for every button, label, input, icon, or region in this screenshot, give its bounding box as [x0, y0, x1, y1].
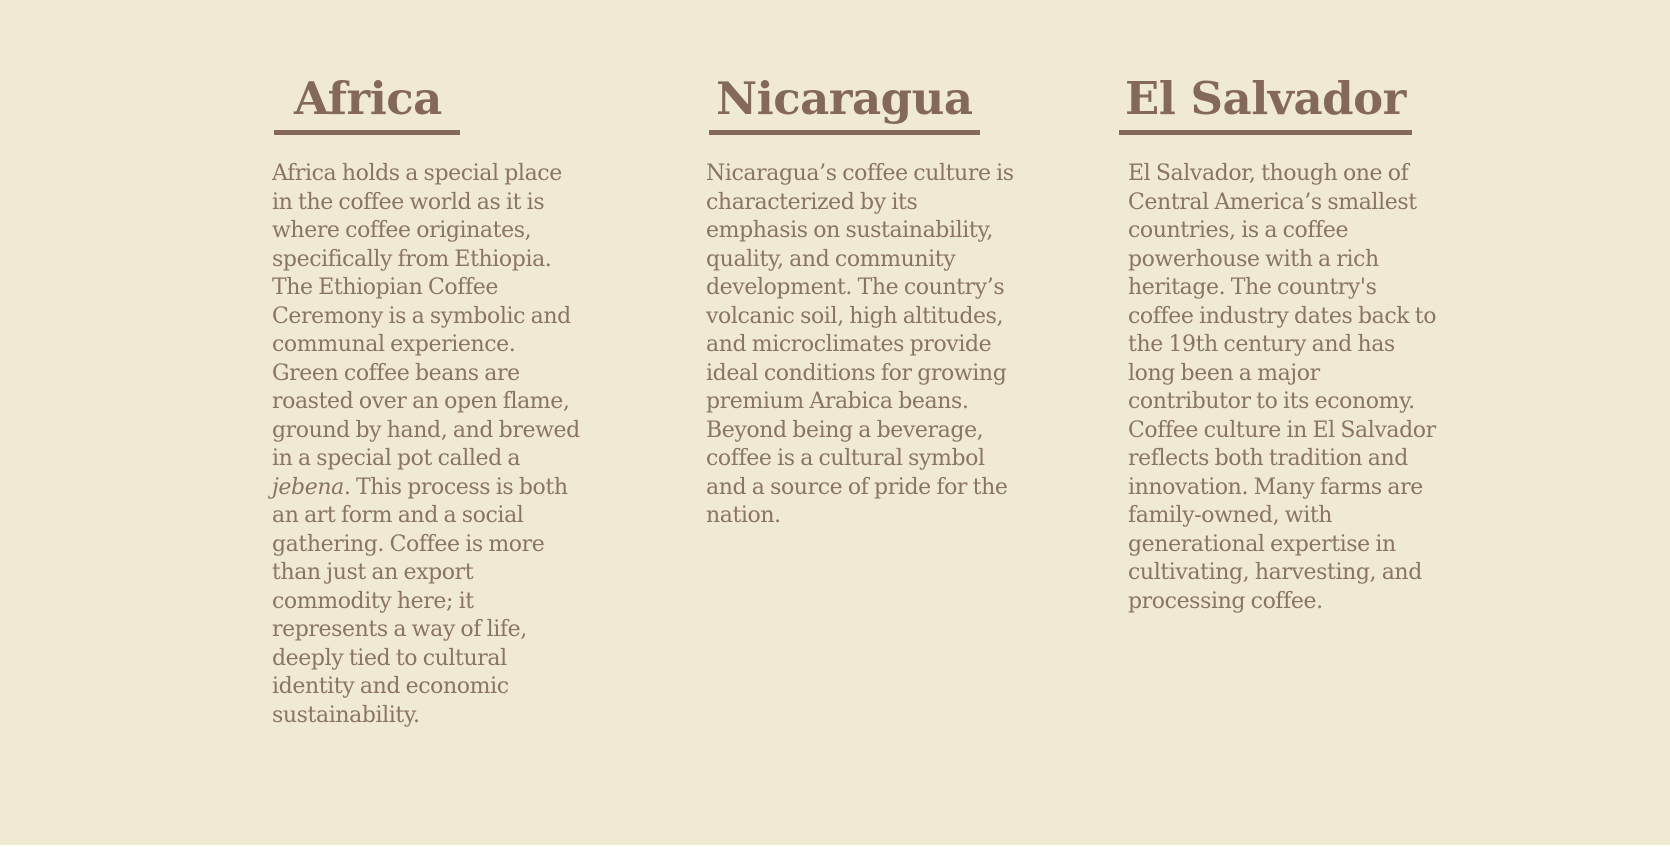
- section-text-africa-emphasis: jebena: [272, 474, 344, 500]
- section-text-africa-part-1: Africa holds a special place in the coffee world as it is where coffee originates, specifically from Ethiopia. The Ethiopian Coffee Ceremony is a symbolic and communal experience. Green coffee beans are roasted over an open flame, ground by hand, and brewed in a special pot called a: [272, 161, 580, 471]
- section-nicaragua: [706, 68, 1018, 553]
- section-text-el-salvador: El Salvador, though one of Central America’s smallest countries, is a coffee powerhouse with a rich heritage. The country's coffee industry dates back to the 19th century and has long been a major contributor to its economy. Coffee culture in El Salvador reflects both tradition and innovation. Many farms are family-owned, with generational expertise in cultivating, harvesting, and processing coffee.: [1128, 161, 1437, 614]
- section-title-el-salvador: El Salvador: [1119, 68, 1412, 135]
- section-text-africa-part-2: . This process is both an art form and a social gathering. Coffee is more than just an export commodity here; it represents a way of life, deeply tied to cultural identity and economic sustainability.: [272, 474, 568, 728]
- section-title-nicaragua: Nicaragua: [709, 68, 980, 135]
- section-title-africa: Africa: [274, 68, 460, 135]
- section-text-africa: [272, 160, 584, 730]
- section-el-salvador: [1125, 68, 1440, 638]
- section-africa: [272, 68, 584, 752]
- section-text-nicaragua: Nicaragua’s coffee culture is characterized by its emphasis on sustainability, quality, and community development. The country’s volcanic soil, high altitudes, and microclimates provide ideal conditions for growing premium Arabica beans. Beyond being a beverage, coffee is a cultural symbol and a source of pride for the nation.: [706, 161, 1014, 528]
